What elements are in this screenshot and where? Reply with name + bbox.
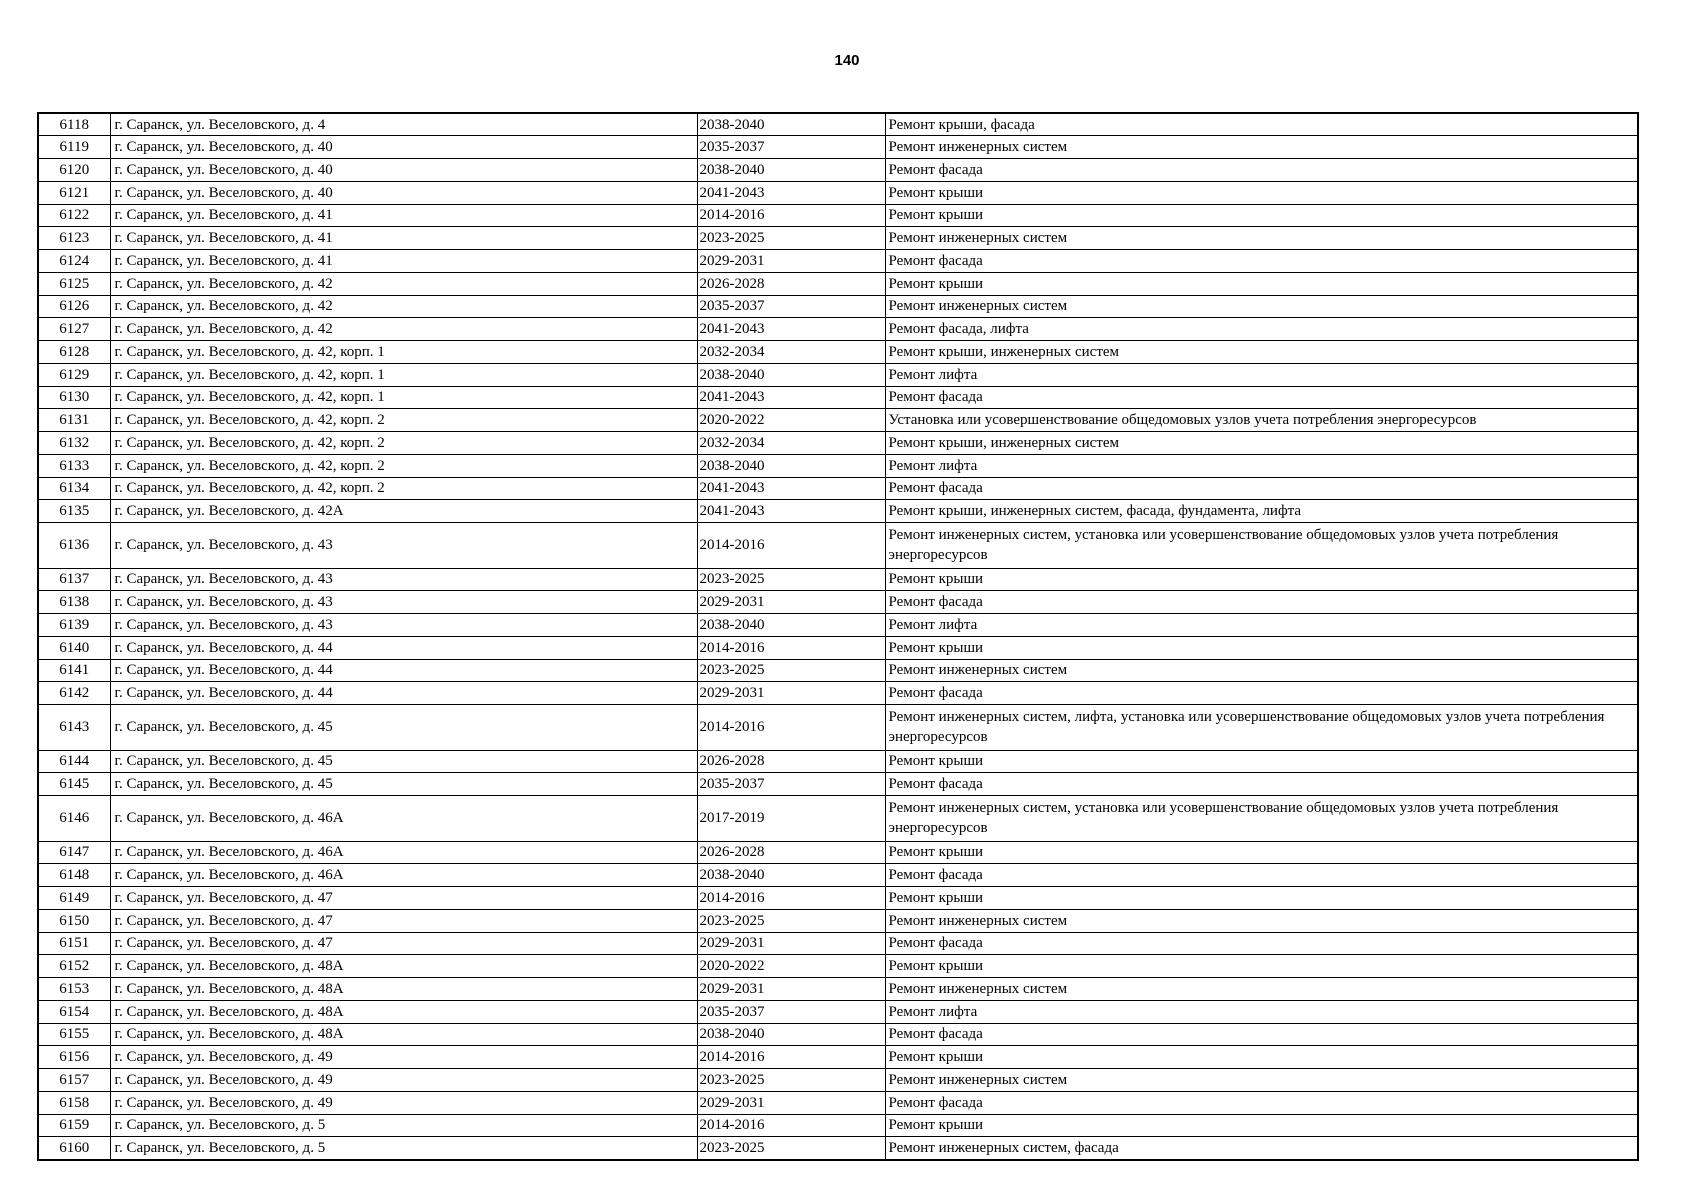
row-number: 6152 bbox=[38, 955, 110, 978]
table-row bbox=[38, 159, 1638, 182]
table-row bbox=[38, 932, 1638, 955]
row-number: 6128 bbox=[38, 341, 110, 364]
row-number: 6160 bbox=[38, 1137, 110, 1160]
table-row bbox=[38, 636, 1638, 659]
row-period: 2038-2040 bbox=[697, 864, 885, 887]
row-number: 6136 bbox=[38, 523, 110, 569]
row-address: г. Саранск, ул. Веселовского, д. 41 bbox=[110, 204, 697, 227]
row-number: 6144 bbox=[38, 750, 110, 773]
table-body bbox=[38, 113, 1638, 1160]
row-work-type: Ремонт крыши bbox=[885, 204, 1638, 227]
row-work-type: Ремонт крыши bbox=[885, 181, 1638, 204]
table-row bbox=[38, 1046, 1638, 1069]
row-period: 2023-2025 bbox=[697, 909, 885, 932]
row-work-type: Ремонт фасада bbox=[885, 1091, 1638, 1114]
row-period: 2035-2037 bbox=[697, 295, 885, 318]
table-row bbox=[38, 568, 1638, 591]
row-number: 6140 bbox=[38, 636, 110, 659]
row-address: г. Саранск, ул. Веселовского, д. 45 bbox=[110, 773, 697, 796]
row-work-type: Ремонт инженерных систем bbox=[885, 227, 1638, 250]
table-row bbox=[38, 295, 1638, 318]
row-number: 6135 bbox=[38, 500, 110, 523]
row-period: 2029-2031 bbox=[697, 250, 885, 273]
row-period: 2014-2016 bbox=[697, 1046, 885, 1069]
row-number: 6151 bbox=[38, 932, 110, 955]
row-address: г. Саранск, ул. Веселовского, д. 42, корп. 1 bbox=[110, 341, 697, 364]
row-work-type: Ремонт крыши bbox=[885, 1046, 1638, 1069]
row-period: 2023-2025 bbox=[697, 568, 885, 591]
table-row bbox=[38, 796, 1638, 842]
row-number: 6121 bbox=[38, 181, 110, 204]
row-period: 2035-2037 bbox=[697, 773, 885, 796]
row-period: 2014-2016 bbox=[697, 204, 885, 227]
row-work-type: Ремонт инженерных систем, установка или усовершенствование общедомовых узлов учета потребления энергоресурсов bbox=[885, 523, 1638, 569]
row-period: 2020-2022 bbox=[697, 409, 885, 432]
row-number: 6130 bbox=[38, 386, 110, 409]
row-address: г. Саранск, ул. Веселовского, д. 40 bbox=[110, 136, 697, 159]
row-number: 6148 bbox=[38, 864, 110, 887]
row-address: г. Саранск, ул. Веселовского, д. 43 bbox=[110, 591, 697, 614]
row-work-type: Ремонт лифта bbox=[885, 1000, 1638, 1023]
row-work-type: Ремонт крыши, инженерных систем bbox=[885, 341, 1638, 364]
table-row bbox=[38, 1069, 1638, 1092]
row-number: 6146 bbox=[38, 796, 110, 842]
row-work-type: Ремонт фасада bbox=[885, 159, 1638, 182]
row-address: г. Саранск, ул. Веселовского, д. 42, корп. 2 bbox=[110, 454, 697, 477]
table-row bbox=[38, 591, 1638, 614]
row-work-type: Ремонт фасада bbox=[885, 773, 1638, 796]
row-address: г. Саранск, ул. Веселовского, д. 48А bbox=[110, 955, 697, 978]
row-address: г. Саранск, ул. Веселовского, д. 45 bbox=[110, 750, 697, 773]
row-address: г. Саранск, ул. Веселовского, д. 42А bbox=[110, 500, 697, 523]
row-work-type: Ремонт фасада bbox=[885, 591, 1638, 614]
table-row bbox=[38, 477, 1638, 500]
row-work-type: Ремонт крыши bbox=[885, 750, 1638, 773]
row-work-type: Ремонт крыши bbox=[885, 568, 1638, 591]
row-number: 6137 bbox=[38, 568, 110, 591]
row-period: 2029-2031 bbox=[697, 932, 885, 955]
row-address: г. Саранск, ул. Веселовского, д. 48А bbox=[110, 978, 697, 1001]
row-address: г. Саранск, ул. Веселовского, д. 42, корп. 1 bbox=[110, 363, 697, 386]
table-row bbox=[38, 363, 1638, 386]
table-row bbox=[38, 523, 1638, 569]
table-row bbox=[38, 841, 1638, 864]
row-period: 2023-2025 bbox=[697, 1069, 885, 1092]
row-period: 2029-2031 bbox=[697, 591, 885, 614]
row-number: 6127 bbox=[38, 318, 110, 341]
row-period: 2020-2022 bbox=[697, 955, 885, 978]
row-work-type: Ремонт фасада bbox=[885, 864, 1638, 887]
row-work-type: Ремонт фасада bbox=[885, 477, 1638, 500]
table-row bbox=[38, 204, 1638, 227]
row-number: 6153 bbox=[38, 978, 110, 1001]
table-row bbox=[38, 909, 1638, 932]
row-number: 6122 bbox=[38, 204, 110, 227]
row-number: 6141 bbox=[38, 659, 110, 682]
row-period: 2041-2043 bbox=[697, 318, 885, 341]
row-period: 2014-2016 bbox=[697, 636, 885, 659]
row-address: г. Саранск, ул. Веселовского, д. 5 bbox=[110, 1114, 697, 1137]
row-address: г. Саранск, ул. Веселовского, д. 48А bbox=[110, 1000, 697, 1023]
row-address: г. Саранск, ул. Веселовского, д. 4 bbox=[110, 113, 697, 136]
table-row bbox=[38, 864, 1638, 887]
row-number: 6132 bbox=[38, 432, 110, 455]
row-period: 2038-2040 bbox=[697, 159, 885, 182]
row-period: 2032-2034 bbox=[697, 432, 885, 455]
row-work-type: Ремонт лифта bbox=[885, 454, 1638, 477]
row-work-type: Ремонт крыши bbox=[885, 272, 1638, 295]
row-number: 6133 bbox=[38, 454, 110, 477]
row-number: 6154 bbox=[38, 1000, 110, 1023]
row-number: 6124 bbox=[38, 250, 110, 273]
row-work-type: Ремонт крыши, инженерных систем, фасада, фундамента, лифта bbox=[885, 500, 1638, 523]
row-work-type: Ремонт фасада bbox=[885, 250, 1638, 273]
row-address: г. Саранск, ул. Веселовского, д. 47 bbox=[110, 909, 697, 932]
row-number: 6149 bbox=[38, 887, 110, 910]
row-period: 2014-2016 bbox=[697, 523, 885, 569]
row-period: 2014-2016 bbox=[697, 705, 885, 751]
row-number: 6120 bbox=[38, 159, 110, 182]
table-row bbox=[38, 887, 1638, 910]
row-number: 6158 bbox=[38, 1091, 110, 1114]
row-period: 2041-2043 bbox=[697, 477, 885, 500]
row-work-type: Ремонт фасада bbox=[885, 1023, 1638, 1046]
row-address: г. Саранск, ул. Веселовского, д. 41 bbox=[110, 227, 697, 250]
table-row bbox=[38, 432, 1638, 455]
row-period: 2029-2031 bbox=[697, 682, 885, 705]
row-work-type: Ремонт фасада bbox=[885, 932, 1638, 955]
row-work-type: Ремонт инженерных систем bbox=[885, 1069, 1638, 1092]
row-number: 6139 bbox=[38, 614, 110, 637]
table-row bbox=[38, 341, 1638, 364]
row-work-type: Ремонт лифта bbox=[885, 614, 1638, 637]
row-address: г. Саранск, ул. Веселовского, д. 42, корп. 2 bbox=[110, 432, 697, 455]
row-work-type: Установка или усовершенствование общедомовых узлов учета потребления энергоресурсов bbox=[885, 409, 1638, 432]
row-period: 2038-2040 bbox=[697, 1023, 885, 1046]
row-number: 6150 bbox=[38, 909, 110, 932]
row-address: г. Саранск, ул. Веселовского, д. 42, корп. 1 bbox=[110, 386, 697, 409]
row-period: 2026-2028 bbox=[697, 841, 885, 864]
row-number: 6155 bbox=[38, 1023, 110, 1046]
table-row bbox=[38, 409, 1638, 432]
row-address: г. Саранск, ул. Веселовского, д. 43 bbox=[110, 523, 697, 569]
table-row bbox=[38, 1091, 1638, 1114]
row-address: г. Саранск, ул. Веселовского, д. 42 bbox=[110, 272, 697, 295]
table-row bbox=[38, 773, 1638, 796]
row-period: 2032-2034 bbox=[697, 341, 885, 364]
row-number: 6119 bbox=[38, 136, 110, 159]
row-number: 6156 bbox=[38, 1046, 110, 1069]
table-row bbox=[38, 659, 1638, 682]
row-address: г. Саранск, ул. Веселовского, д. 49 bbox=[110, 1046, 697, 1069]
row-number: 6145 bbox=[38, 773, 110, 796]
row-period: 2014-2016 bbox=[697, 1114, 885, 1137]
row-period: 2026-2028 bbox=[697, 272, 885, 295]
row-address: г. Саранск, ул. Веселовского, д. 46А bbox=[110, 796, 697, 842]
row-address: г. Саранск, ул. Веселовского, д. 47 bbox=[110, 887, 697, 910]
row-work-type: Ремонт крыши bbox=[885, 636, 1638, 659]
row-work-type: Ремонт инженерных систем bbox=[885, 659, 1638, 682]
row-work-type: Ремонт инженерных систем, фасада bbox=[885, 1137, 1638, 1160]
row-number: 6143 bbox=[38, 705, 110, 751]
row-period: 2038-2040 bbox=[697, 363, 885, 386]
row-address: г. Саранск, ул. Веселовского, д. 42 bbox=[110, 318, 697, 341]
row-work-type: Ремонт крыши bbox=[885, 841, 1638, 864]
row-work-type: Ремонт инженерных систем, установка или усовершенствование общедомовых узлов учета потребления энергоресурсов bbox=[885, 796, 1638, 842]
row-period: 2041-2043 bbox=[697, 500, 885, 523]
row-number: 6142 bbox=[38, 682, 110, 705]
table-row bbox=[38, 614, 1638, 637]
row-number: 6157 bbox=[38, 1069, 110, 1092]
row-address: г. Саранск, ул. Веселовского, д. 47 bbox=[110, 932, 697, 955]
table-row bbox=[38, 386, 1638, 409]
row-address: г. Саранск, ул. Веселовского, д. 46А bbox=[110, 864, 697, 887]
row-work-type: Ремонт крыши bbox=[885, 955, 1638, 978]
row-period: 2035-2037 bbox=[697, 1000, 885, 1023]
row-address: г. Саранск, ул. Веселовского, д. 44 bbox=[110, 682, 697, 705]
table-row bbox=[38, 1114, 1638, 1137]
row-address: г. Саранск, ул. Веселовского, д. 49 bbox=[110, 1069, 697, 1092]
row-period: 2029-2031 bbox=[697, 978, 885, 1001]
table-row bbox=[38, 978, 1638, 1001]
row-number: 6123 bbox=[38, 227, 110, 250]
row-address: г. Саранск, ул. Веселовского, д. 45 bbox=[110, 705, 697, 751]
table-row bbox=[38, 113, 1638, 136]
row-period: 2041-2043 bbox=[697, 386, 885, 409]
table-row bbox=[38, 272, 1638, 295]
row-period: 2038-2040 bbox=[697, 113, 885, 136]
table-row bbox=[38, 181, 1638, 204]
row-address: г. Саранск, ул. Веселовского, д. 46А bbox=[110, 841, 697, 864]
row-period: 2014-2016 bbox=[697, 887, 885, 910]
row-address: г. Саранск, ул. Веселовского, д. 48А bbox=[110, 1023, 697, 1046]
table-row bbox=[38, 705, 1638, 751]
row-address: г. Саранск, ул. Веселовского, д. 44 bbox=[110, 636, 697, 659]
row-period: 2023-2025 bbox=[697, 1137, 885, 1160]
row-address: г. Саранск, ул. Веселовского, д. 42, корп. 2 bbox=[110, 477, 697, 500]
row-number: 6126 bbox=[38, 295, 110, 318]
row-address: г. Саранск, ул. Веселовского, д. 42 bbox=[110, 295, 697, 318]
row-period: 2026-2028 bbox=[697, 750, 885, 773]
row-period: 2038-2040 bbox=[697, 454, 885, 477]
table-row bbox=[38, 1137, 1638, 1160]
row-address: г. Саранск, ул. Веселовского, д. 41 bbox=[110, 250, 697, 273]
row-address: г. Саранск, ул. Веселовского, д. 43 bbox=[110, 614, 697, 637]
row-work-type: Ремонт фасада bbox=[885, 386, 1638, 409]
row-work-type: Ремонт инженерных систем, лифта, установка или усовершенствование общедомовых узлов учета потребления энергоресурсов bbox=[885, 705, 1638, 751]
table-row bbox=[38, 682, 1638, 705]
row-number: 6131 bbox=[38, 409, 110, 432]
row-work-type: Ремонт инженерных систем bbox=[885, 136, 1638, 159]
row-address: г. Саранск, ул. Веселовского, д. 43 bbox=[110, 568, 697, 591]
row-period: 2023-2025 bbox=[697, 227, 885, 250]
row-address: г. Саранск, ул. Веселовского, д. 44 bbox=[110, 659, 697, 682]
row-work-type: Ремонт инженерных систем bbox=[885, 295, 1638, 318]
table-row bbox=[38, 136, 1638, 159]
table-row bbox=[38, 750, 1638, 773]
table-row bbox=[38, 955, 1638, 978]
table-row bbox=[38, 250, 1638, 273]
row-work-type: Ремонт фасада bbox=[885, 682, 1638, 705]
row-number: 6134 bbox=[38, 477, 110, 500]
row-period: 2038-2040 bbox=[697, 614, 885, 637]
row-work-type: Ремонт крыши bbox=[885, 887, 1638, 910]
row-work-type: Ремонт инженерных систем bbox=[885, 909, 1638, 932]
row-number: 6129 bbox=[38, 363, 110, 386]
row-number: 6147 bbox=[38, 841, 110, 864]
row-work-type: Ремонт крыши, инженерных систем bbox=[885, 432, 1638, 455]
table-row bbox=[38, 318, 1638, 341]
row-address: г. Саранск, ул. Веселовского, д. 42, корп. 2 bbox=[110, 409, 697, 432]
row-work-type: Ремонт инженерных систем bbox=[885, 978, 1638, 1001]
table-row bbox=[38, 1000, 1638, 1023]
row-work-type: Ремонт лифта bbox=[885, 363, 1638, 386]
row-period: 2029-2031 bbox=[697, 1091, 885, 1114]
row-period: 2017-2019 bbox=[697, 796, 885, 842]
row-address: г. Саранск, ул. Веселовского, д. 40 bbox=[110, 181, 697, 204]
row-address: г. Саранск, ул. Веселовского, д. 49 bbox=[110, 1091, 697, 1114]
row-number: 6138 bbox=[38, 591, 110, 614]
table-row bbox=[38, 1023, 1638, 1046]
table-row bbox=[38, 454, 1638, 477]
row-period: 2041-2043 bbox=[697, 181, 885, 204]
page-number: 140 bbox=[834, 52, 860, 69]
row-period: 2023-2025 bbox=[697, 659, 885, 682]
row-work-type: Ремонт фасада, лифта bbox=[885, 318, 1638, 341]
row-period: 2035-2037 bbox=[697, 136, 885, 159]
row-number: 6159 bbox=[38, 1114, 110, 1137]
row-address: г. Саранск, ул. Веселовского, д. 40 bbox=[110, 159, 697, 182]
row-number: 6118 bbox=[38, 113, 110, 136]
row-number: 6125 bbox=[38, 272, 110, 295]
repair-schedule-table bbox=[37, 112, 1639, 1161]
table-row bbox=[38, 500, 1638, 523]
table-row bbox=[38, 227, 1638, 250]
row-work-type: Ремонт крыши, фасада bbox=[885, 113, 1638, 136]
row-work-type: Ремонт крыши bbox=[885, 1114, 1638, 1137]
row-address: г. Саранск, ул. Веселовского, д. 5 bbox=[110, 1137, 697, 1160]
